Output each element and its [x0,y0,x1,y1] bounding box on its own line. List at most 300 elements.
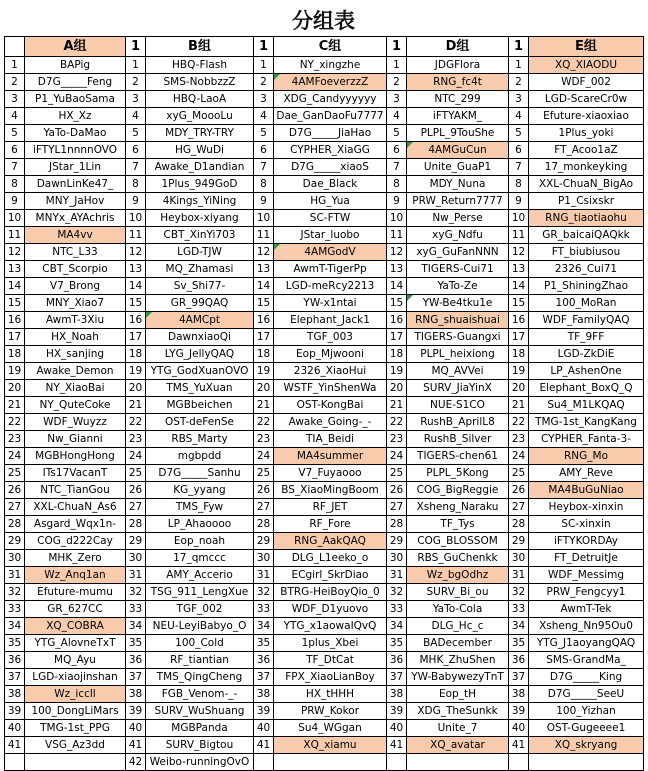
group-e-seed-cell[interactable]: 12 [509,244,529,261]
group-b-seed-cell[interactable]: 42 [126,754,146,771]
group-a-seed-cell[interactable]: 10 [5,210,25,227]
group-b-player-cell[interactable]: LYG_JellyQAQ [146,346,254,363]
group-e-seed-cell[interactable]: 20 [509,380,529,397]
group-e-seed-cell[interactable]: 27 [509,499,529,516]
group-a-player-cell[interactable]: XXL-ChuaN_As6 [25,499,126,516]
group-e-player-cell[interactable]: FT_DetruitJe [529,550,644,567]
group-e-seed-cell[interactable]: 21 [509,397,529,414]
group-b-player-cell[interactable]: MQ_Zhamasi [146,261,254,278]
group-e-seed-cell[interactable]: 13 [509,261,529,278]
group-a-player-cell[interactable]: Efuture-mumu [25,584,126,601]
group-b-player-cell[interactable]: mgbpdd [146,448,254,465]
group-d-seed-cell[interactable]: 25 [387,465,407,482]
group-d-seed-cell[interactable]: 23 [387,431,407,448]
group-d-player-cell[interactable]: RushB_AprilL8 [407,414,509,431]
group-d-seed-cell[interactable]: 8 [387,176,407,193]
group-b-seed-cell[interactable]: 19 [126,363,146,380]
group-a-player-cell[interactable]: MHK_Zero [25,550,126,567]
group-c-player-cell[interactable]: 4AMGodV [274,244,387,261]
group-e-player-cell[interactable]: TMG-1st_KangKang [529,414,644,431]
group-d-player-cell[interactable]: TIGERS-chen61 [407,448,509,465]
group-b-seed-cell[interactable]: 14 [126,278,146,295]
group-d-seed-cell[interactable]: 10 [387,210,407,227]
group-a-seed-cell[interactable]: 31 [5,567,25,584]
group-a-seed-cell[interactable] [5,754,25,771]
group-e-seed-cell[interactable]: 35 [509,635,529,652]
group-b-seed-cell[interactable]: 23 [126,431,146,448]
group-d-seed-cell[interactable]: 39 [387,703,407,720]
group-b-player-cell[interactable]: YTG_GodXuanOVO [146,363,254,380]
group-b-player-cell[interactable]: TGF_002 [146,601,254,618]
group-b-player-cell[interactable]: KG_yyang [146,482,254,499]
group-e-seed-cell[interactable] [509,754,529,771]
group-d-player-cell[interactable]: Unite_GuaP1 [407,159,509,176]
group-a-player-cell[interactable]: AwmT-3Xiu [25,312,126,329]
group-c-seed-cell[interactable]: 22 [254,414,274,431]
group-c-seed-cell[interactable]: 33 [254,601,274,618]
group-c-player-cell[interactable]: RF_JET [274,499,387,516]
group-b-player-cell[interactable]: 100_Cold [146,635,254,652]
group-c-player-cell[interactable]: MA4summer [274,448,387,465]
group-d-seed-cell[interactable]: 7 [387,159,407,176]
group-a-player-cell[interactable]: HX_Xz [25,108,126,125]
group-a-seed-cell[interactable]: 40 [5,720,25,737]
group-c-player-cell[interactable]: Dae_Black [274,176,387,193]
group-b-seed-cell[interactable]: 12 [126,244,146,261]
group-e-player-cell[interactable]: 17_monkeyking [529,159,644,176]
group-a-seed-cell[interactable]: 27 [5,499,25,516]
group-c-seed-cell[interactable]: 35 [254,635,274,652]
group-e-seed-cell[interactable]: 15 [509,295,529,312]
group-d-player-cell[interactable]: Unite_7 [407,720,509,737]
group-d-player-cell[interactable]: Wz_bgOdhz [407,567,509,584]
group-c-seed-cell[interactable]: 19 [254,363,274,380]
group-c-seed-cell[interactable]: 16 [254,312,274,329]
group-d-player-cell[interactable]: COG_BLOSSOM [407,533,509,550]
group-d-seed-cell[interactable]: 33 [387,601,407,618]
group-d-seed-cell[interactable]: 29 [387,533,407,550]
group-b-seed-cell[interactable]: 5 [126,125,146,142]
group-a-seed-cell[interactable]: 25 [5,465,25,482]
group-c-seed-cell[interactable]: 21 [254,397,274,414]
group-c-player-cell[interactable]: 4AMFoeverzzZ [274,74,387,91]
group-d-seed-cell[interactable]: 34 [387,618,407,635]
group-e-seed-cell[interactable]: 31 [509,567,529,584]
group-e-player-cell[interactable]: 100_Yizhan [529,703,644,720]
group-b-seed-cell[interactable]: 32 [126,584,146,601]
group-a-player-cell[interactable]: BAPig [25,57,126,74]
group-c-player-cell[interactable]: NY_xingzhe [274,57,387,74]
group-c-seed-cell[interactable]: 1 [254,57,274,74]
group-d-player-cell[interactable]: MHK_ZhuShen [407,652,509,669]
group-b-seed-cell[interactable]: 22 [126,414,146,431]
group-e-seed-cell[interactable]: 37 [509,669,529,686]
group-e-player-cell[interactable]: RNG_tiaotiaohu [529,210,644,227]
group-c-seed-cell[interactable]: 15 [254,295,274,312]
group-b-player-cell[interactable]: HBQ-Flash [146,57,254,74]
group-c-player-cell[interactable]: YTG_x1aowaIQvQ [274,618,387,635]
group-a-seed-cell[interactable]: 7 [5,159,25,176]
group-b-seed-cell[interactable]: 11 [126,227,146,244]
group-c-player-cell[interactable]: WDF_D1yuovo [274,601,387,618]
group-b-seed-cell[interactable]: 1 [126,57,146,74]
group-b-player-cell[interactable]: LGD-TJW [146,244,254,261]
group-d-seed-cell[interactable]: 26 [387,482,407,499]
group-a-seed-cell[interactable]: 36 [5,652,25,669]
group-a-player-cell[interactable]: CBT_Scorpio [25,261,126,278]
group-b-player-cell[interactable]: 1Plus_949GoD [146,176,254,193]
group-a-player-cell[interactable]: HX_sanjing [25,346,126,363]
group-e-seed-cell[interactable]: 23 [509,431,529,448]
group-a-player-cell[interactable]: JStar_1Lin [25,159,126,176]
group-a-seed-cell[interactable]: 34 [5,618,25,635]
group-d-player-cell[interactable]: YaTo-Cola [407,601,509,618]
group-a-player-cell[interactable]: MA4vv [25,227,126,244]
group-c-player-cell[interactable]: Eop_Mjwooni [274,346,387,363]
group-c-player-cell[interactable]: BS_XiaoMingBoom [274,482,387,499]
group-e-player-cell[interactable]: AMY_Reve [529,465,644,482]
group-d-seed-cell[interactable]: 21 [387,397,407,414]
group-e-player-cell[interactable]: MA4BuGuNiao [529,482,644,499]
group-e-player-cell[interactable]: RNG_Mo [529,448,644,465]
group-c-player-cell[interactable]: YW-x1ntai [274,295,387,312]
group-a-player-cell[interactable]: MNYx_AYAchris [25,210,126,227]
group-e-seed-cell[interactable]: 38 [509,686,529,703]
group-e-player-cell[interactable] [529,754,644,771]
group-b-header[interactable]: B组 [146,37,254,57]
group-e-seed-cell[interactable]: 22 [509,414,529,431]
group-b-player-cell[interactable]: SMS-NobbzzZ [146,74,254,91]
group-b-seed-cell[interactable]: 25 [126,465,146,482]
group-e-seed-cell[interactable]: 33 [509,601,529,618]
group-d-player-cell[interactable]: RNG_fc4t [407,74,509,91]
group-c-seed-cell[interactable]: 34 [254,618,274,635]
group-c-seed-cell[interactable]: 2 [254,74,274,91]
group-e-player-cell[interactable]: FT_Acoo1aZ [529,142,644,159]
group-d-seed-cell[interactable]: 30 [387,550,407,567]
group-c-player-cell[interactable]: 1plus_Xbei [274,635,387,652]
group-c-seed-cell[interactable]: 20 [254,380,274,397]
group-d-player-cell[interactable]: RBS_GuChenkk [407,550,509,567]
group-e-seed-cell[interactable]: 14 [509,278,529,295]
group-b-player-cell[interactable]: xyG_MoooLu [146,108,254,125]
group-e-seed-cell[interactable]: 39 [509,703,529,720]
group-e-seed-cell[interactable]: 17 [509,329,529,346]
group-a-player-cell[interactable]: Wz_Anq1an [25,567,126,584]
group-a-seed-cell[interactable]: 28 [5,516,25,533]
group-a-player-cell[interactable]: P1_YuBaoSama [25,91,126,108]
group-e-seed-cell[interactable]: 29 [509,533,529,550]
group-e-player-cell[interactable]: FT_biubiusou [529,244,644,261]
group-d-seed-cell[interactable]: 18 [387,346,407,363]
group-a-player-cell[interactable]: Wz_iccll [25,686,126,703]
group-b-seed-cell[interactable]: 33 [126,601,146,618]
group-c-player-cell[interactable]: 2326_XiaoHui [274,363,387,380]
group-d-seed-cell[interactable]: 4 [387,108,407,125]
group-b-player-cell[interactable]: FGB_Venom-_- [146,686,254,703]
group-c-seed-cell[interactable]: 14 [254,278,274,295]
group-e-seed-cell[interactable]: 9 [509,193,529,210]
group-d-player-cell[interactable]: MDY_Nuna [407,176,509,193]
group-d-player-cell[interactable]: SURV_Bi_ou [407,584,509,601]
group-d-player-cell[interactable]: PRW_Return7777 [407,193,509,210]
group-e-player-cell[interactable]: WDF_Messimg [529,567,644,584]
group-c-seed-cell[interactable]: 27 [254,499,274,516]
group-e-seed-cell[interactable]: 41 [509,737,529,754]
group-c-player-cell[interactable]: WSTF_YinShenWa [274,380,387,397]
group-a-seed-cell[interactable]: 39 [5,703,25,720]
group-d-seed-cell[interactable]: 3 [387,91,407,108]
group-a-seed-cell[interactable]: 3 [5,91,25,108]
group-a-seed-cell[interactable]: 29 [5,533,25,550]
group-e-player-cell[interactable]: WDF_002 [529,74,644,91]
group-e-seed-cell[interactable]: 1 [509,57,529,74]
group-b-player-cell[interactable]: Eop_noah [146,533,254,550]
group-a-seed-cell[interactable]: 33 [5,601,25,618]
group-e-player-cell[interactable]: 1Plus_yoki [529,125,644,142]
group-d-player-cell[interactable]: COG_BigReggie [407,482,509,499]
group-a-seed-cell[interactable]: 35 [5,635,25,652]
group-d-seed-cell[interactable]: 6 [387,142,407,159]
group-d-player-cell[interactable]: 4AMGuCun [407,142,509,159]
group-a-seed-cell[interactable]: 12 [5,244,25,261]
group-c-seed-cell[interactable]: 6 [254,142,274,159]
group-b-player-cell[interactable]: TMS_Fyw [146,499,254,516]
group-a-player-cell[interactable]: TMG-1st_PPG [25,720,126,737]
group-e-player-cell[interactable]: LP_AshenOne [529,363,644,380]
group-d-seed-cell[interactable]: 22 [387,414,407,431]
group-e-player-cell[interactable]: SMS-GrandMa_ [529,652,644,669]
group-b-player-cell[interactable]: Sv_Shi77- [146,278,254,295]
group-a-seed-cell[interactable]: 17 [5,329,25,346]
group-b-seed-cell[interactable]: 37 [126,669,146,686]
group-c-seed-cell[interactable]: 9 [254,193,274,210]
group-b-seed-cell[interactable]: 2 [126,74,146,91]
group-b-player-cell[interactable]: TMS_QingCheng [146,669,254,686]
group-e-seed-cell[interactable]: 26 [509,482,529,499]
group-c-player-cell[interactable]: D7G_____JiaHao [274,125,387,142]
group-e-seed-cell[interactable]: 18 [509,346,529,363]
group-e-player-cell[interactable]: Efuture-xiaoxiao [529,108,644,125]
group-c-player-cell[interactable]: SC-FTW [274,210,387,227]
group-a-player-cell[interactable]: XQ_COBRA [25,618,126,635]
group-d-player-cell[interactable]: TIGERS-Cui71 [407,261,509,278]
group-e-seed-cell[interactable]: 30 [509,550,529,567]
group-a-seed-cell[interactable]: 9 [5,193,25,210]
group-b-seed-cell[interactable]: 8 [126,176,146,193]
group-c-seed-cell[interactable]: 23 [254,431,274,448]
group-c-player-cell[interactable]: ECgirl_SkrDiao [274,567,387,584]
group-c-player-cell[interactable]: PRW_Kokor [274,703,387,720]
group-b-player-cell[interactable]: TMS_YuXuan [146,380,254,397]
group-b-player-cell[interactable]: SURV_Bigtou [146,737,254,754]
group-d-seed-cell[interactable]: 2 [387,74,407,91]
group-a-player-cell[interactable]: COG_d222Cay [25,533,126,550]
group-e-seed-cell[interactable]: 40 [509,720,529,737]
group-e-header[interactable]: E组 [529,37,644,57]
group-b-seed-cell[interactable]: 10 [126,210,146,227]
group-c-seed-cell[interactable]: 17 [254,329,274,346]
group-d-player-cell[interactable]: NTC_299 [407,91,509,108]
group-a-player-cell[interactable] [25,754,126,771]
group-a-seed-cell[interactable]: 21 [5,397,25,414]
group-c-seed-cell[interactable]: 26 [254,482,274,499]
group-e-player-cell[interactable]: LGD-ScareCr0w [529,91,644,108]
group-e-player-cell[interactable]: Su4_M1LKQAQ [529,397,644,414]
group-b-seed-cell[interactable]: 21 [126,397,146,414]
group-d-player-cell[interactable]: PLPL_9TouShe [407,125,509,142]
group-d-seed-cell[interactable]: 17 [387,329,407,346]
group-b-player-cell[interactable]: LP_Ahaoooo [146,516,254,533]
group-b-seed-cell[interactable]: 4 [126,108,146,125]
group-e-player-cell[interactable]: 2326_Cui71 [529,261,644,278]
group-d-seed-cell[interactable]: 28 [387,516,407,533]
group-d-seed-cell[interactable]: 37 [387,669,407,686]
group-c-seed-cell[interactable]: 30 [254,550,274,567]
group-e-player-cell[interactable]: OST-Gugeeee1 [529,720,644,737]
group-c-seed-cell[interactable]: 25 [254,465,274,482]
group-d-player-cell[interactable]: MQ_AVVei [407,363,509,380]
group-b-seed-cell[interactable]: 17 [126,329,146,346]
group-b-seed-cell[interactable]: 30 [126,550,146,567]
group-a-player-cell[interactable]: WDF_Wuyzz [25,414,126,431]
group-e-player-cell[interactable]: D7G_____King [529,669,644,686]
group-a-seed-cell[interactable]: 4 [5,108,25,125]
group-c-player-cell[interactable]: CYPHER_XiaGG [274,142,387,159]
group-c-seed-cell[interactable] [254,754,274,771]
group-d-player-cell[interactable]: SURV_JiaYinX [407,380,509,397]
group-a-seed-cell[interactable]: 13 [5,261,25,278]
group-d-seed-cell[interactable] [387,754,407,771]
group-b-player-cell[interactable]: 4AMCpt [146,312,254,329]
group-e-player-cell[interactable]: PRW_Fengcyy1 [529,584,644,601]
group-e-player-cell[interactable]: Heybox-xinxin [529,499,644,516]
group-b-player-cell[interactable]: 17_qmccc [146,550,254,567]
group-a-player-cell[interactable]: 100_DongLiMars [25,703,126,720]
group-a-seed-cell[interactable]: 18 [5,346,25,363]
group-c-seed-cell[interactable]: 31 [254,567,274,584]
group-e-player-cell[interactable]: LGD-ZkDiE [529,346,644,363]
group-a-player-cell[interactable]: DawnLinKe47_ [25,176,126,193]
group-a-player-cell[interactable]: NTC_L33 [25,244,126,261]
group-c-player-cell[interactable]: Su4_WGgan [274,720,387,737]
group-b-seed-cell[interactable]: 31 [126,567,146,584]
group-c-player-cell[interactable] [274,754,387,771]
group-a-player-cell[interactable]: iFTYL1nnnnOVO [25,142,126,159]
group-e-seed-cell[interactable]: 16 [509,312,529,329]
group-c-seed-cell[interactable]: 29 [254,533,274,550]
group-b-player-cell[interactable]: AMY_Accerio [146,567,254,584]
group-a-seed-cell[interactable]: 30 [5,550,25,567]
group-d-seed-cell[interactable]: 19 [387,363,407,380]
group-b-player-cell[interactable]: NEU-LeyiBabyo_O [146,618,254,635]
group-c-header[interactable]: C组 [274,37,387,57]
group-c-seed-cell[interactable]: 36 [254,652,274,669]
group-d-player-cell[interactable]: TIGERS-Guangxi [407,329,509,346]
group-b-player-cell[interactable]: Weibo-runningOvO [146,754,254,771]
group-d-player-cell[interactable]: Eop_tH [407,686,509,703]
group-d-player-cell[interactable]: RushB_Silver [407,431,509,448]
group-e-seed-cell[interactable]: 3 [509,91,529,108]
group-a-seed-cell[interactable]: 20 [5,380,25,397]
group-d-seed-cell[interactable]: 14 [387,278,407,295]
group-a-player-cell[interactable]: MGBHongHong [25,448,126,465]
group-c-player-cell[interactable]: XQ_xiamu [274,737,387,754]
group-e-player-cell[interactable]: AwmT-Tek [529,601,644,618]
group-a-seed-cell[interactable]: 8 [5,176,25,193]
group-b-player-cell[interactable]: MGBbeichen [146,397,254,414]
group-a-seed-cell[interactable]: 11 [5,227,25,244]
group-e-player-cell[interactable]: XXL-ChuaN_BigAo [529,176,644,193]
group-e-player-cell[interactable]: Xsheng_Nn95Ou0 [529,618,644,635]
group-d-player-cell[interactable]: DLG_Hc_c [407,618,509,635]
group-a-seed-cell[interactable]: 2 [5,74,25,91]
group-d-player-cell[interactable]: XQ_avatar [407,737,509,754]
group-a-player-cell[interactable]: YTG_AlovneTxT [25,635,126,652]
group-c-seed-cell[interactable]: 13 [254,261,274,278]
group-c-seed-cell[interactable]: 12 [254,244,274,261]
group-e-player-cell[interactable]: P1_Csixskr [529,193,644,210]
group-a-seed-cell[interactable]: 23 [5,431,25,448]
group-d-seed-cell[interactable]: 31 [387,567,407,584]
group-d-seed-cell[interactable]: 24 [387,448,407,465]
group-c-seed-cell[interactable]: 40 [254,720,274,737]
group-e-seed-cell[interactable]: 2 [509,74,529,91]
group-c-seed-cell[interactable]: 8 [254,176,274,193]
group-d-player-cell[interactable]: BADecember [407,635,509,652]
group-e-seed-cell[interactable]: 19 [509,363,529,380]
group-e-seed-cell[interactable]: 8 [509,176,529,193]
group-c-seed-cell[interactable]: 3 [254,91,274,108]
group-c-seed-cell[interactable]: 11 [254,227,274,244]
group-c-player-cell[interactable]: TF_DtCat [274,652,387,669]
group-b-seed-cell[interactable]: 24 [126,448,146,465]
group-c-player-cell[interactable]: TGF_003 [274,329,387,346]
group-c-player-cell[interactable]: OST-KongBai [274,397,387,414]
group-c-player-cell[interactable]: Awake_Going-_- [274,414,387,431]
group-e-seed-cell[interactable]: 36 [509,652,529,669]
group-a-seed-cell[interactable]: 1 [5,57,25,74]
group-d-seed-cell[interactable]: 12 [387,244,407,261]
group-d-seed-cell[interactable]: 15 [387,295,407,312]
group-c-seed-cell[interactable]: 7 [254,159,274,176]
group-c-seed-cell[interactable]: 24 [254,448,274,465]
group-b-seed-cell[interactable]: 34 [126,618,146,635]
group-e-seed-cell[interactable]: 11 [509,227,529,244]
group-a-seed-cell[interactable]: 41 [5,737,25,754]
group-d-seed-cell[interactable]: 35 [387,635,407,652]
group-c-player-cell[interactable]: FPX_XiaoLianBoy [274,669,387,686]
group-b-seed-cell[interactable]: 38 [126,686,146,703]
group-b-seed-cell[interactable]: 3 [126,91,146,108]
group-b-seed-cell[interactable]: 28 [126,516,146,533]
group-c-player-cell[interactable]: DLG_L1eeko_o [274,550,387,567]
group-c-player-cell[interactable]: Elephant_Jack1 [274,312,387,329]
group-a-player-cell[interactable]: VSG_Az3dd [25,737,126,754]
group-b-player-cell[interactable]: OST-deFenSe [146,414,254,431]
group-b-seed-cell[interactable]: 29 [126,533,146,550]
group-d-player-cell[interactable]: xyG_GuFanNNN [407,244,509,261]
group-c-player-cell[interactable]: XDG_Candyyyyyy [274,91,387,108]
group-c-player-cell[interactable]: RNG_AakQAQ [274,533,387,550]
group-c-seed-cell[interactable]: 18 [254,346,274,363]
group-c-player-cell[interactable]: TIA_Beidi [274,431,387,448]
group-e-player-cell[interactable]: P1_ShiningZhao [529,278,644,295]
group-d-seed-cell[interactable]: 32 [387,584,407,601]
group-b-player-cell[interactable]: CBT_XinYi703 [146,227,254,244]
group-b-seed-cell[interactable]: 39 [126,703,146,720]
group-e-seed-cell[interactable]: 28 [509,516,529,533]
